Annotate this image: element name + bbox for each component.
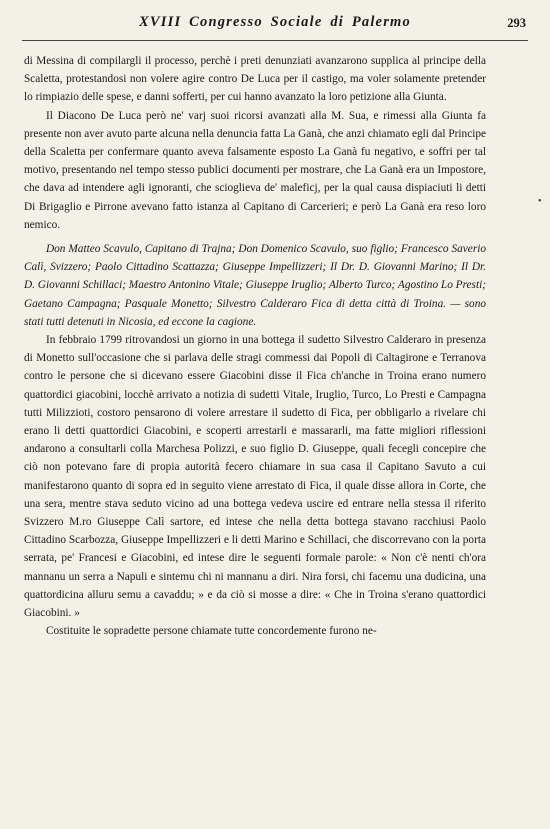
- paragraph-costituite: Costituite le sopradette persone chiamate tutte concordemente furono ne-: [46, 625, 377, 638]
- paragraph-february-1799: In febbraio 1799 ritrovandosi un giorno in una bottega il sudetto Silvestro Calderaro in presenza di Monetto sull'occasione che si parlava delle stragi commessi dai Popoli di Caltagirone e Terranova contro le persone che si dicevano essere Giacobini disse il Fica ch'anche in Troina erano numero quattordici giacobini, locchè arrivato a notizia di sudetti Vitale, Iruglio, Turco, Lo Presti e Campagna tutti Milizzioti, costoro pensarono di volere arrestare il sudetto di Fica, per obbligarlo a rivelare chi erano li detti quattordici Giacobini, e scoperti arrestarli e massararli, ma fatte migliori riflessioni andarono a consultarli colla Marchesa Polizzi, e suo figlio D. Giuseppe, quali fecegli concepire che ciò non potevano fare di propia autorità fecero chiamare in sua casa il Capitano Savuto a cui manifestarono quanto di sopra ed in seguito viene arrestato di Fica, il quale disse allora in Corte, che una sera, mentre stava seduto vicino ad una bottega vedeva uscire ed entrare nella stessa il riferito Svizzero M.ro Giuseppe Calì sartore, ed intese che nella detta bottega stavano racchiusi Paolo Cittadino Scarbozza, Giuseppe Impellizzeri e li detti Marino e Schillaci, che discorrevano con la porta serrata, pe' Francesi e Giacobini, ed intese dire le seguenti formale parole: « Non c'è nenti ch'ora mannanu un serra a Napuli e sintemu chi ni mannanu a diri. Nira forsi, chi facemu una dudicina, una quattordicina alluru semu a cavaddu; » e da ciò si mosse a dire: « Che in Troina s'erano quattordici Giacobini. »: [24, 334, 486, 620]
- running-title: XVIII Congresso Sociale di Palermo: [139, 14, 411, 30]
- paragraph-continuation: di Messina di compilargli il processo, perchè i preti denunziati avanzarono supplica al principe della Scaletta, protestandosi non volere agire contro De Luca per il castigo, ma voler solamente pretender lo rimpiazio delle spese, e danni sofferti, per cui hanno avanzato la loro petizione alla Giunta.: [24, 55, 486, 104]
- paragraph-detainee-names: Don Matteo Scavulo, Capitano di Trajna; Don Domenico Scavulo, suo figlio; Francesco Saverio Calì, Svizzero; Paolo Cittadino Scattazza; Giuseppe Impellizzeri; Il Dr. D. Giovanni Marino; Il Dr. D. Giovanni Schillaci; Maestro Antonino Vitale; Giuseppe Iruglio; Alberto Turco; Agostino Lo Presti; Gaetano Campagna; Pasquale Monetto; Silvestro Calderaro Fica di detta città di Troina. — sono stati tutti detenuti in Nicosia, ed eccone la cagione.: [24, 243, 486, 328]
- page-number: 293: [507, 16, 526, 30]
- header-rule: [22, 40, 528, 41]
- margin-mark: •: [538, 196, 542, 207]
- paragraph-de-luca: Il Diacono De Luca però ne' varj suoi ricorsi avanzati alla M. Sua, e rimessi alla Giunta fa presente non aver avuto parte alcuna nella denuncia fatta La Ganà, che anzi chiamato egli dal Principe della Scaletta per confermare quanto aveva falsamente esposto La Ganà fu negativo, e soffri per tal motivo, presentando nel tempo stesso publici documenti per mostrare, che La Ganà era un Impostore, che dava ad intendere agli ignoranti, che scioglieva de' maleficj, per la qual causa dispiaciuti li detti Di Brigaglio e Pirrone avevano fatto istanza al Capitano di Carcerieri; e però La Ganà era reso loro nemico.: [24, 109, 487, 231]
- page-header: [24, 14, 526, 36]
- body-text: [24, 52, 486, 641]
